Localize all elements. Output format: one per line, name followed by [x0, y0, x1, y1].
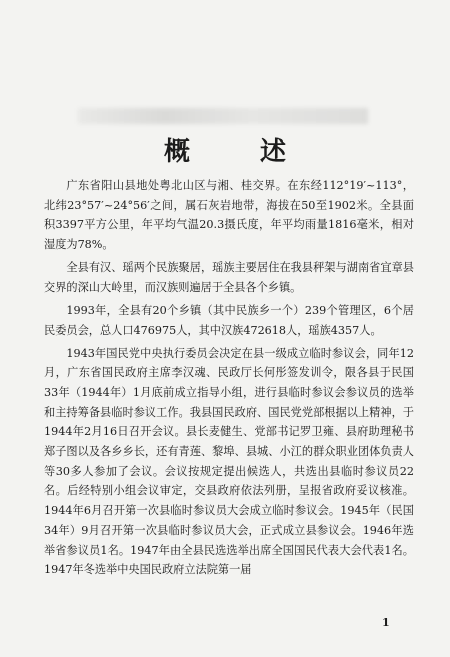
paragraph-population: 1993年，全县有20个乡镇（其中民族乡一个）239个管理区，6个居民委员会，总人口476975人，其中汉族472618人，瑶族4357人。 — [44, 303, 414, 337]
paragraph-ethnic-groups: 全县有汉、瑶两个民族聚居，瑶族主要居住在我县秤架与湖南省宜章县交界的深山大岭里，而汉族则遍居于全县各个乡镇。 — [44, 261, 414, 294]
paragraph-geography: 广东省阳山县地处粤北山区与湘、桂交界。在东经112°19′~113°，北纬23°57′~24°56′之间，属石灰岩地带，海拔在50至1902米。全县面积3397平方公里，年平均气温20.3摄氏度，年平均雨量1816毫米，相对湿度为78%。 — [44, 179, 414, 252]
faded-header-marks — [78, 108, 368, 124]
paragraph-council-history: 1943年国民党中央执行委员会决定在县一级成立临时参议会，同年12月，广东省国民政府主席李汉魂、民政厅长何彤签发训令，限各县于民国33年（1944年）1月底前成立指导小组，进行县临时参议会参议员的选举和主持筹备县临时参议工作。我县国民政府、国民党党部根据以上精神，于1944年2月16日召开会议。县长麦健生、党部书记罗卫雍、县府助理秘书郑子图以及各乡乡长，还有青莲、黎埠、县城、小江的群众职业团体负责人等30多人参加了会议。会议按规定提出候选人，共选出县临时参议员22名。后经特别小组会议审定，交县政府依法列册，呈报省政府妥议核准。1944年6月召开第一次县临时参议员大会成立临时参议会。1945年（民国34年）9月召开第一次县临时参议员大会，正式成立县参议会。1946年选举省参议员1名。1947年由全县民选选举出席全国国民代表大会代表1名。1947年冬选举中央国民政府立法院第一届 — [44, 346, 414, 577]
page-number: 1 — [382, 616, 390, 629]
page-title: 概 述 — [163, 137, 308, 168]
body-text — [44, 176, 414, 583]
